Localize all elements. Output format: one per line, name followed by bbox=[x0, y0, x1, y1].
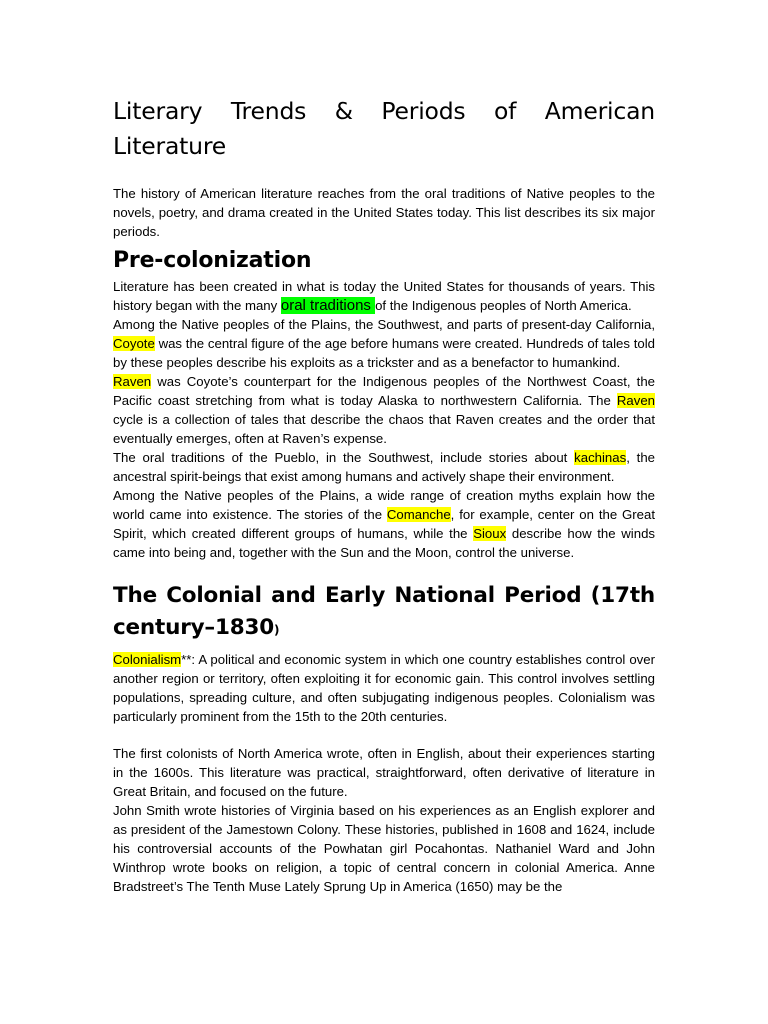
heading-tail: ) bbox=[274, 623, 280, 637]
text-run: , the ancestral spirit-beings that exist among humans and actively shape their environment. bbox=[113, 450, 655, 484]
intro-paragraph: The history of American literature reaches from the oral traditions of Native peoples to the novels, poetry, and drama created in the United States today. This list describes its six major periods. bbox=[113, 186, 655, 239]
page-title: Literary Trends & Periods of American Literature bbox=[113, 97, 655, 160]
text-run: **: A political and economic system in which one country establishes control over another region or territory, often exploiting it for economic gain. This control involves settling populations, spreading culture, and often subjugating indigenous peoples. Colonialism was particularly prominent from the 15th to the 20th centuries. bbox=[113, 652, 655, 724]
heading-text: The Colonial and Early National Period (17th century–1830 bbox=[113, 583, 655, 640]
paragraph-gap bbox=[113, 726, 655, 744]
highlight-comanche: Comanche bbox=[386, 507, 451, 522]
highlight-kachinas: kachinas bbox=[574, 450, 627, 465]
text-run: describe how the winds came into being and, together with the Sun and the Moon, control the universe. bbox=[113, 526, 655, 560]
text-run: Among the Native peoples of the Plains, a wide range of creation myths explain how the world came into existence. The stories of the bbox=[113, 488, 655, 522]
text-run: was Coyote’s counterpart for the Indigenous peoples of the Northwest Coast, the Pacific coast stretching from what is today Alaska to northwestern California. The bbox=[113, 374, 655, 408]
precolonization-paragraph-3 bbox=[113, 372, 655, 448]
highlight-sioux: Sioux bbox=[473, 526, 507, 541]
highlight-raven: Raven bbox=[113, 374, 152, 389]
text-run: cycle is a collection of tales that describe the chaos that Raven creates and the order that eventually emerges, often at Raven’s expense. bbox=[113, 412, 655, 446]
section-heading-precolonization: Pre-colonization bbox=[113, 248, 312, 273]
text-run: , for example, center on the Great Spirit, which created different groups of humans, while the bbox=[113, 507, 655, 541]
text-run: Among the Native peoples of the Plains, the Southwest, and parts of present-day California, bbox=[113, 317, 655, 332]
section-heading-colonial bbox=[113, 580, 655, 646]
text-run: The oral traditions of the Pueblo, in the Southwest, include stories about bbox=[113, 450, 575, 465]
highlight-raven-2: Raven bbox=[616, 393, 655, 408]
colonial-paragraph-2: John Smith wrote histories of Virginia based on his experiences as an English explorer and as president of the Jamestown Colony. These histories, published in 1608 and 1624, include his controversial accounts of the Powhatan girl Pocahontas. Nathaniel Ward and John Winthrop wrote books on religion, a topic of central concern in colonial America. Anne Bradstreet’s The Tenth Muse Lately Sprung Up in America (1650) may be the bbox=[113, 803, 655, 894]
text-run: Literature has been created in what is today the United States for thousands of years. This history began with the many bbox=[113, 279, 655, 313]
precolonization-paragraph-2 bbox=[113, 315, 655, 372]
precolonization-paragraph-5 bbox=[113, 486, 655, 562]
highlight-coyote: Coyote bbox=[113, 336, 155, 351]
precolonization-paragraph-1 bbox=[113, 277, 655, 315]
text-run: was the central figure of the age before humans were created. Hundreds of tales told by these peoples describe his exploits as a trickster and as a benefactor to humankind. bbox=[113, 336, 655, 370]
text-run: of the Indigenous peoples of North America. bbox=[375, 298, 632, 313]
precolonization-paragraph-4 bbox=[113, 448, 655, 486]
highlight-oral-traditions: oral traditions bbox=[280, 297, 376, 314]
highlight-colonialism: Colonialism bbox=[113, 652, 182, 667]
colonial-paragraph-1: The first colonists of North America wrote, often in English, about their experiences starting in the 1600s. This literature was practical, straightforward, often derivative of literature in Great Britain, and focused on the future. bbox=[113, 746, 655, 799]
colonialism-definition bbox=[113, 650, 655, 726]
document-page bbox=[113, 94, 655, 896]
